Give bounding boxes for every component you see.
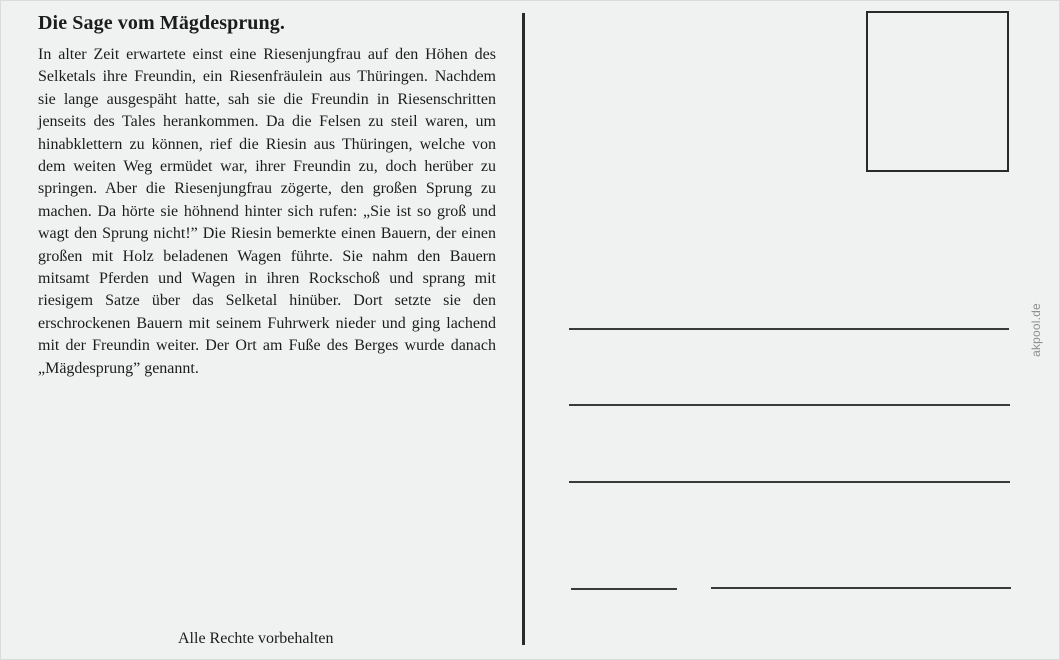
rights-notice: Alle Rechte vorbehalten [178,630,334,647]
address-line-3 [569,481,1010,483]
legend-section [38,8,496,380]
postal-code-line [571,588,677,590]
watermark [1028,298,1044,362]
watermark-text: akpool.de [1029,303,1043,357]
legend-text: In alter Zeit erwartete einst eine Riesenjungfrau auf den Höhen des Selketals ihre Freundin, ein Riesenfräulein aus Thüringen. Nachdem sie lange ausgespäht hatte, sah sie die Freundin in Riesenschritten jenseits des Tales herankommen. Da die Felsen zu steil waren, um hinabklettern zu können, rief die Riesin aus Thüringen, welche von dem weiten Weg ermüdet war, ihrer Freundin zu, doch herüber zu springen. Aber die Riesenjungfrau zögerte, den großen Sprung zu machen. Da hörte sie höhnend hinter sich rufen: „Sie ist so groß und wagt den Sprung nicht!” Die Riesin bemerkte einen Bauern, der einen großen mit Holz beladenen Wagen führte. Sie nahm den Bauern mitsamt Pferden und Wagen in ihren Rockschoß und sprang mit riesigem Satze über das Selketal hinüber. Dort setzte sie den erschrockenen Bauern mit seinem Fuhrwerk nieder und ging lachend mit der Freundin weiter. Der Ort am Fuße des Berges wurde danach „Mägdesprung” genannt. [38,46,496,377]
city-line [711,587,1011,589]
stamp-box [866,11,1009,172]
address-line-2 [569,404,1010,406]
center-divider [522,13,525,645]
address-line-1 [569,328,1009,330]
legend-title: Die Sage vom Mägdesprung. [38,12,285,34]
